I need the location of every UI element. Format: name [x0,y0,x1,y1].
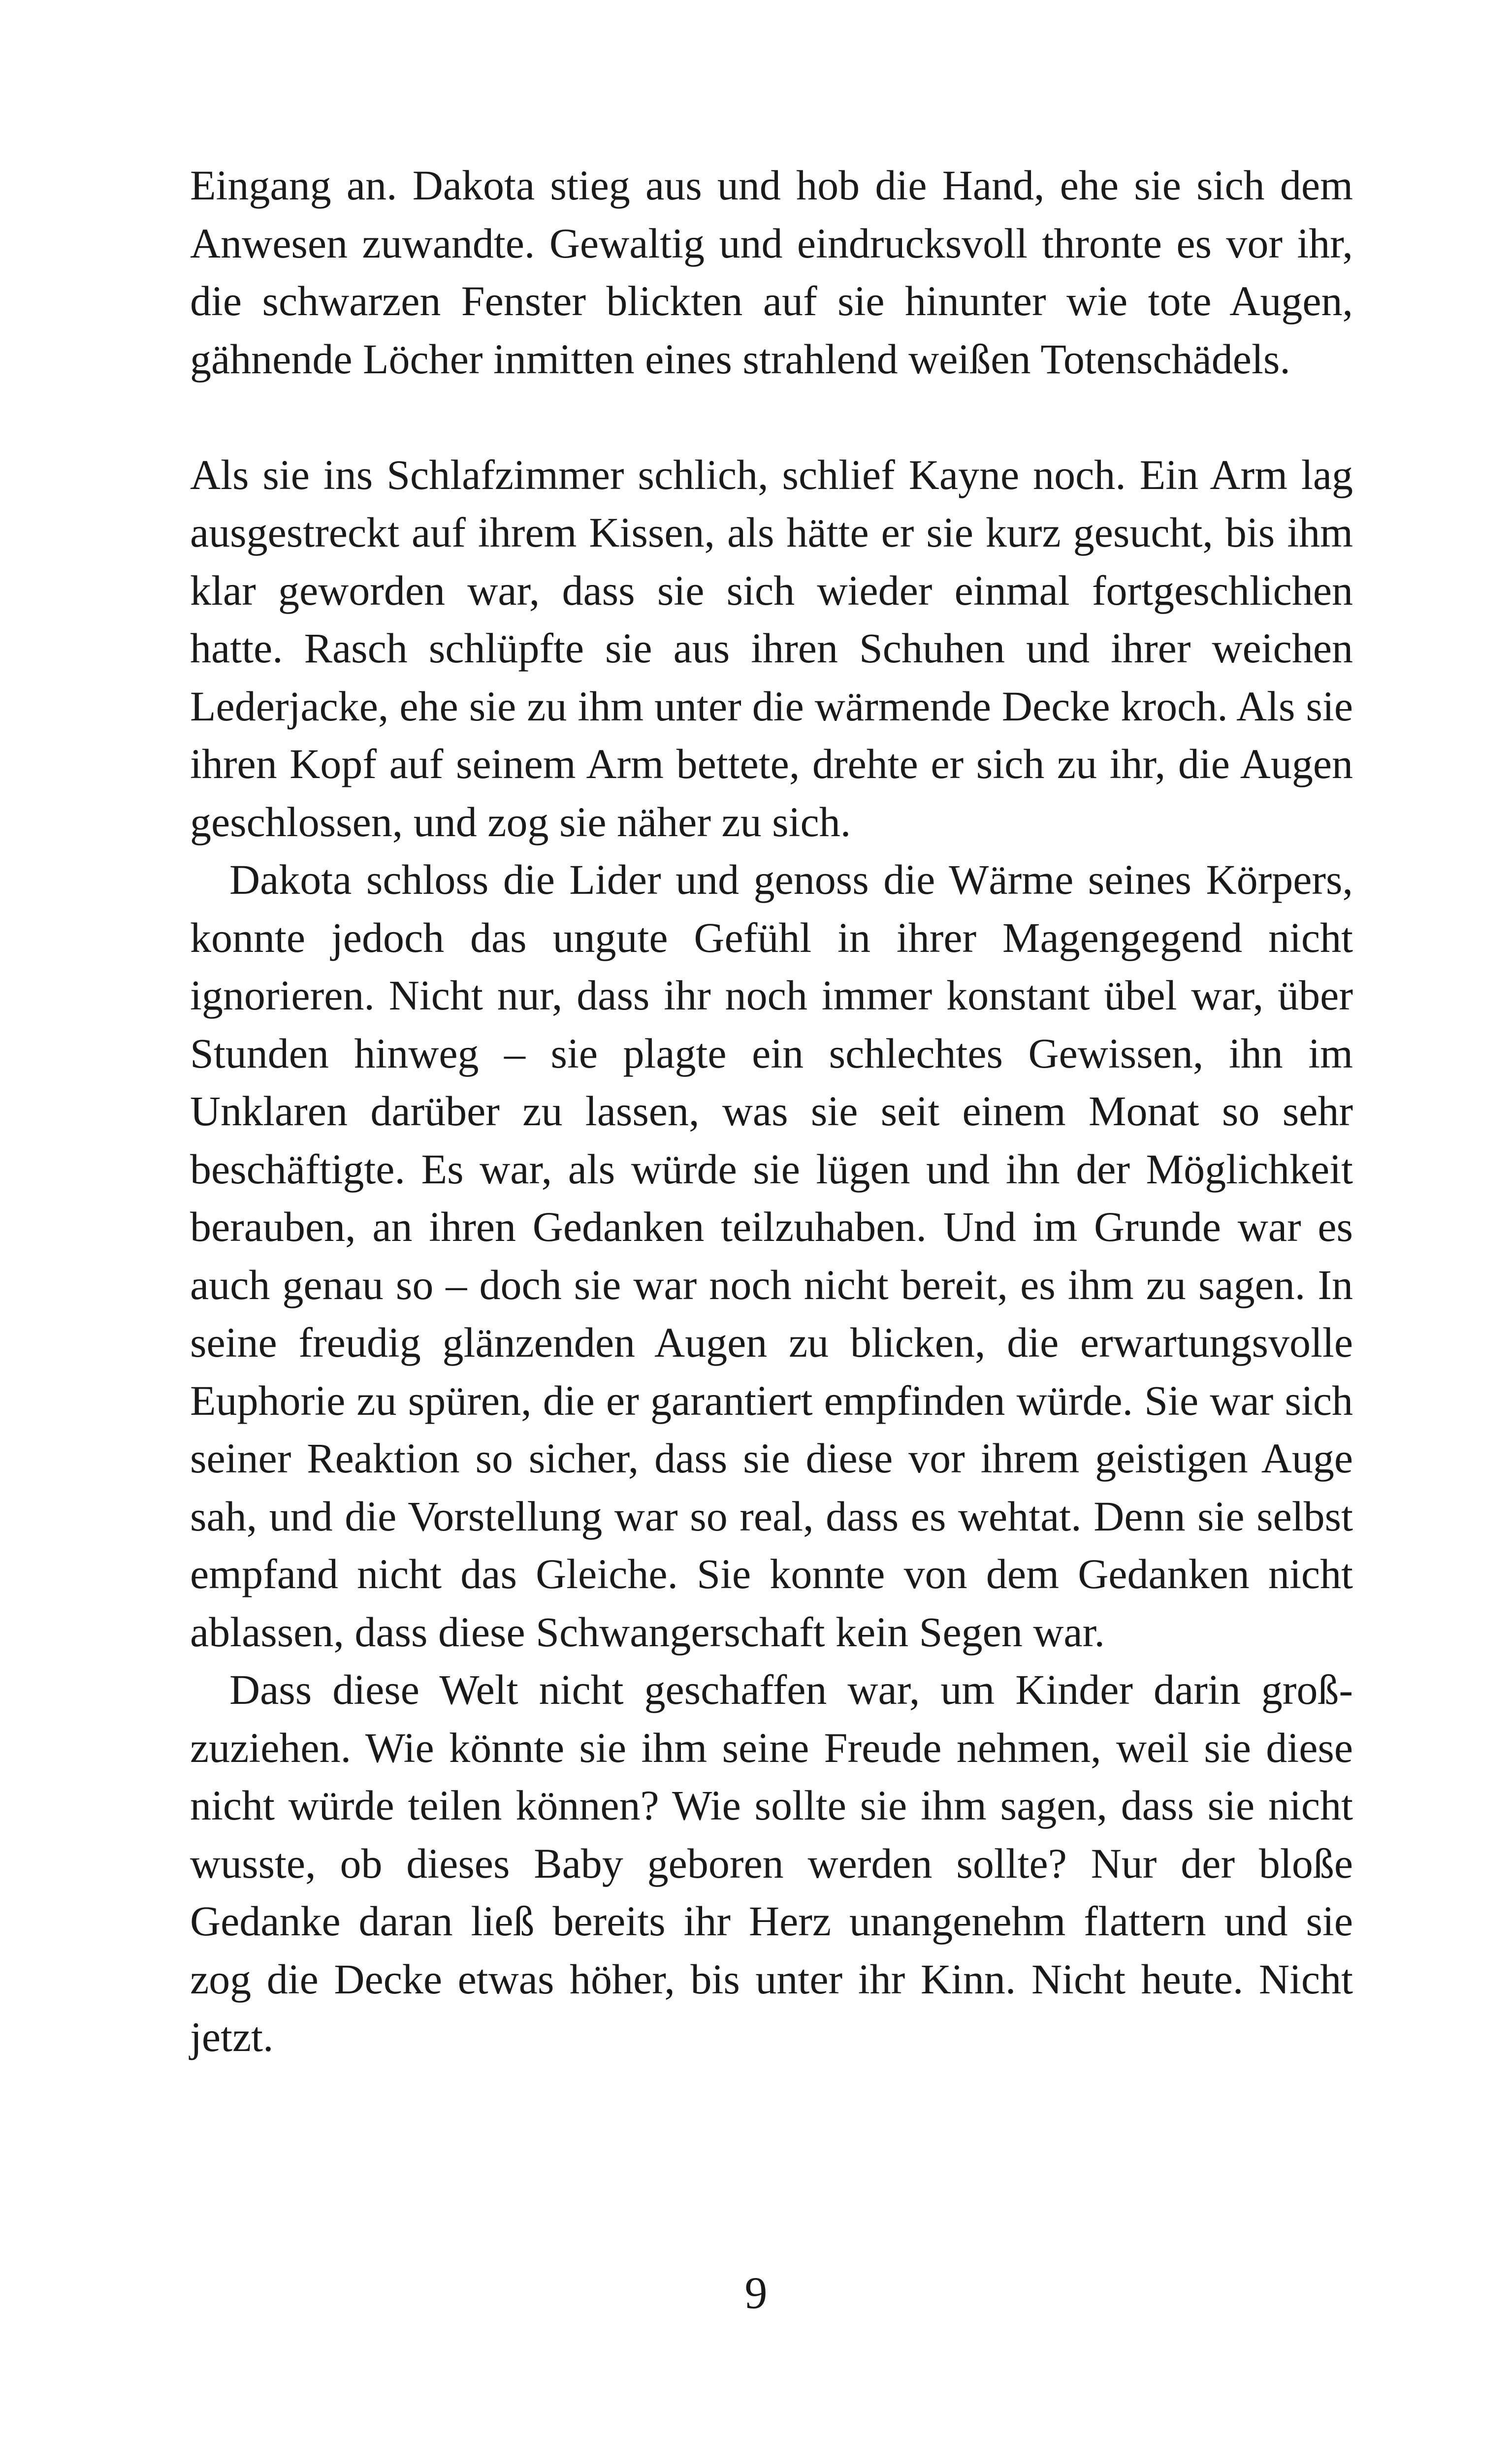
body-text [190,157,1353,2066]
paragraph-arrival: Eingang an. Dakota stieg aus und hob die Hand, ehe sie sich dem Anwesen zuwandte. Gewaltig und eindrucksvoll thronte es vor ihr, die schwarzen Fenster blickten auf sie hinunter wie tote Augen, gähnende Löcher inmitten eines strahlend weißen Totenschädels. [190,162,1353,383]
paragraph-doubts: Dass diese Welt nicht geschaffen war, um Kinder darin großzuziehen. Wie könnte sie ihm seine Freude nehmen, weil sie diese nicht würde teilen können? Wie sollte sie ihm sagen, dass sie nicht wusste, ob dieses Baby geboren werden sollte? Nur der bloße Gedanke daran ließ bereits ihr Herz unangenehm flattern und sie zog die Decke etwas höher, bis unter ihr Kinn. Nicht heute. Nicht jetzt. [190,1666,1353,2060]
section-break [190,388,1353,446]
page-number: 9 [744,2268,768,2318]
paragraph-thoughts: Dakota schloss die Lider und genoss die Wärme seines Körpers, konnte jedoch das ungute Gefühl in ihrer Magengegend nicht ignorieren. Nicht nur, dass ihr noch immer konstant übel war, über Stunden hinweg – sie plagte ein schlechtes Gewissen, ihn im Unklaren darüber zu lassen, was sie seit einem Monat so sehr beschäftigte. Es war, als würde sie lügen und ihn der Möglichkeit berauben, an ihren Gedanken teilzuhaben. Und im Grunde war es auch genau so – doch sie war noch nicht bereit, es ihm zu sagen. In seine freudig glänzenden Augen zu blicken, die erwartungsvolle Euphorie zu spüren, die er garantiert empfinden würde. Sie war sich seiner Reaktion so sicher, dass sie diese vor ihrem geistigen Auge sah, und die Vorstellung war so real, dass es wehtat. Denn sie selbst empfand nicht das Gleiche. Sie konnte von dem Gedanken nicht ablassen, dass diese Schwangerschaft kein Segen war. [190,856,1353,1656]
paragraph-bedroom: Als sie ins Schlafzimmer schlich, schlief Kayne noch. Ein Arm lag ausgestreckt auf ihrem Kissen, als hätte er sie kurz gesucht, bis ihm klar geworden war, dass sie sich wieder einmal fortgeschlichen hatte. Rasch schlüpfte sie aus ihren Schuhen und ihrer weichen Lederjacke, ehe sie zu ihm unter die wärmende Decke kroch. Als sie ihren Kopf auf seinem Arm bettete, drehte er sich zu ihr, die Augen geschlossen, und zog sie näher zu sich. [190,451,1353,846]
